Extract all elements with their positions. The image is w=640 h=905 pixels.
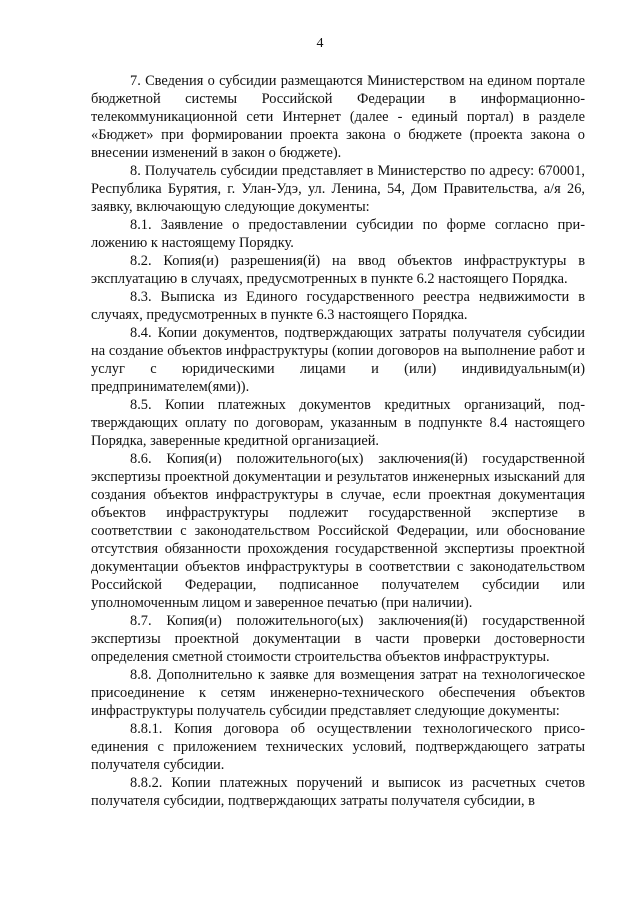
document-body: [91, 72, 585, 810]
paragraph-8-5: 8.5. Копии платежных документов кредитных организаций, подтверждающих оплату по договорам, указанным в подпункте 8.4 настоящего Порядка, заверенные кредитной организацией.: [91, 397, 585, 449]
paragraph-8: 8. Получатель субсидии представляет в Министерство по адресу: 670001, Республика Бурятия, г. Улан-Удэ, ул. Ленина, 54, Дом Правительства, а/я 26, заявку, включающую следующие документы:: [91, 163, 585, 215]
paragraph-8-8-2: 8.8.2. Копии платежных поручений и выписок из расчетных счетов получателя субсидии, подтверждающих затраты получателя субсидии, в: [91, 775, 585, 809]
paragraph-8-7: 8.7. Копия(и) положительного(ых) заключения(й) государственной экспертизы проектной документации в части проверки достоверности определения сметной стоимости строительства объектов инфраструктуры.: [91, 613, 585, 665]
paragraph-7: 7. Сведения о субсидии размещаются Министерством на едином портале бюджетной системы Российской Федерации в информационно-телекоммуникационной сети Интернет (далее - единый портал) в разделе «Бюджет» при формировании проекта закона о бюджете (проекта закона о внесении изменений в закон о бюджете).: [91, 73, 585, 161]
paragraph-8-3: 8.3. Выписка из Единого государственного реестра недвижимости в случаях, предусмотренных в пункте 6.3 настоящего Порядка.: [91, 289, 585, 323]
paragraph-8-8: 8.8. Дополнительно к заявке для возмещения затрат на технологическое присоединение к сетям инженерно-технического обеспечения объектов инфраструктуры получатель субсидии представляет следующие документы:: [91, 667, 585, 719]
paragraph-8-2: 8.2. Копия(и) разрешения(й) на ввод объектов инфраструктуры в эксплуатацию в случаях, предусмотренных в пункте 6.2 настоящего Порядка.: [91, 253, 585, 287]
paragraph-8-8-1: 8.8.1. Копия договора об осуществлении технологического присоединения с приложением технических условий, подтверждающего затраты получателя субсидии.: [91, 721, 585, 773]
paragraph-8-1: 8.1. Заявление о предоставлении субсидии по форме согласно приложению к настоящему Порядку.: [91, 217, 585, 251]
paragraph-8-4: 8.4. Копии документов, подтверждающих затраты получателя субсидии на создание объектов инфраструктуры (копии договоров на выполнение работ и услуг с юридическими лицами и (или) индивидуальным(и) предпринимателем(ями)).: [91, 325, 585, 395]
page-number: 4: [316, 36, 324, 51]
paragraph-8-6: 8.6. Копия(и) положительного(ых) заключения(й) государственной экспертизы проектной документации и результатов инженерных изысканий для создания объектов инфраструктуры в случае, если проектная документация объектов инфраструктуры подлежит государственной экспертизе в соответствии с законодательством Российской Федерации, или обоснование отсутствия обязанности прохождения государственной экспертизы проектной документации объектов инфраструктуры в соответствии с законодательством Российской Федерации, подписанное получателем субсидии или уполномоченным лицом и заверенное печатью (при наличии).: [91, 451, 585, 611]
